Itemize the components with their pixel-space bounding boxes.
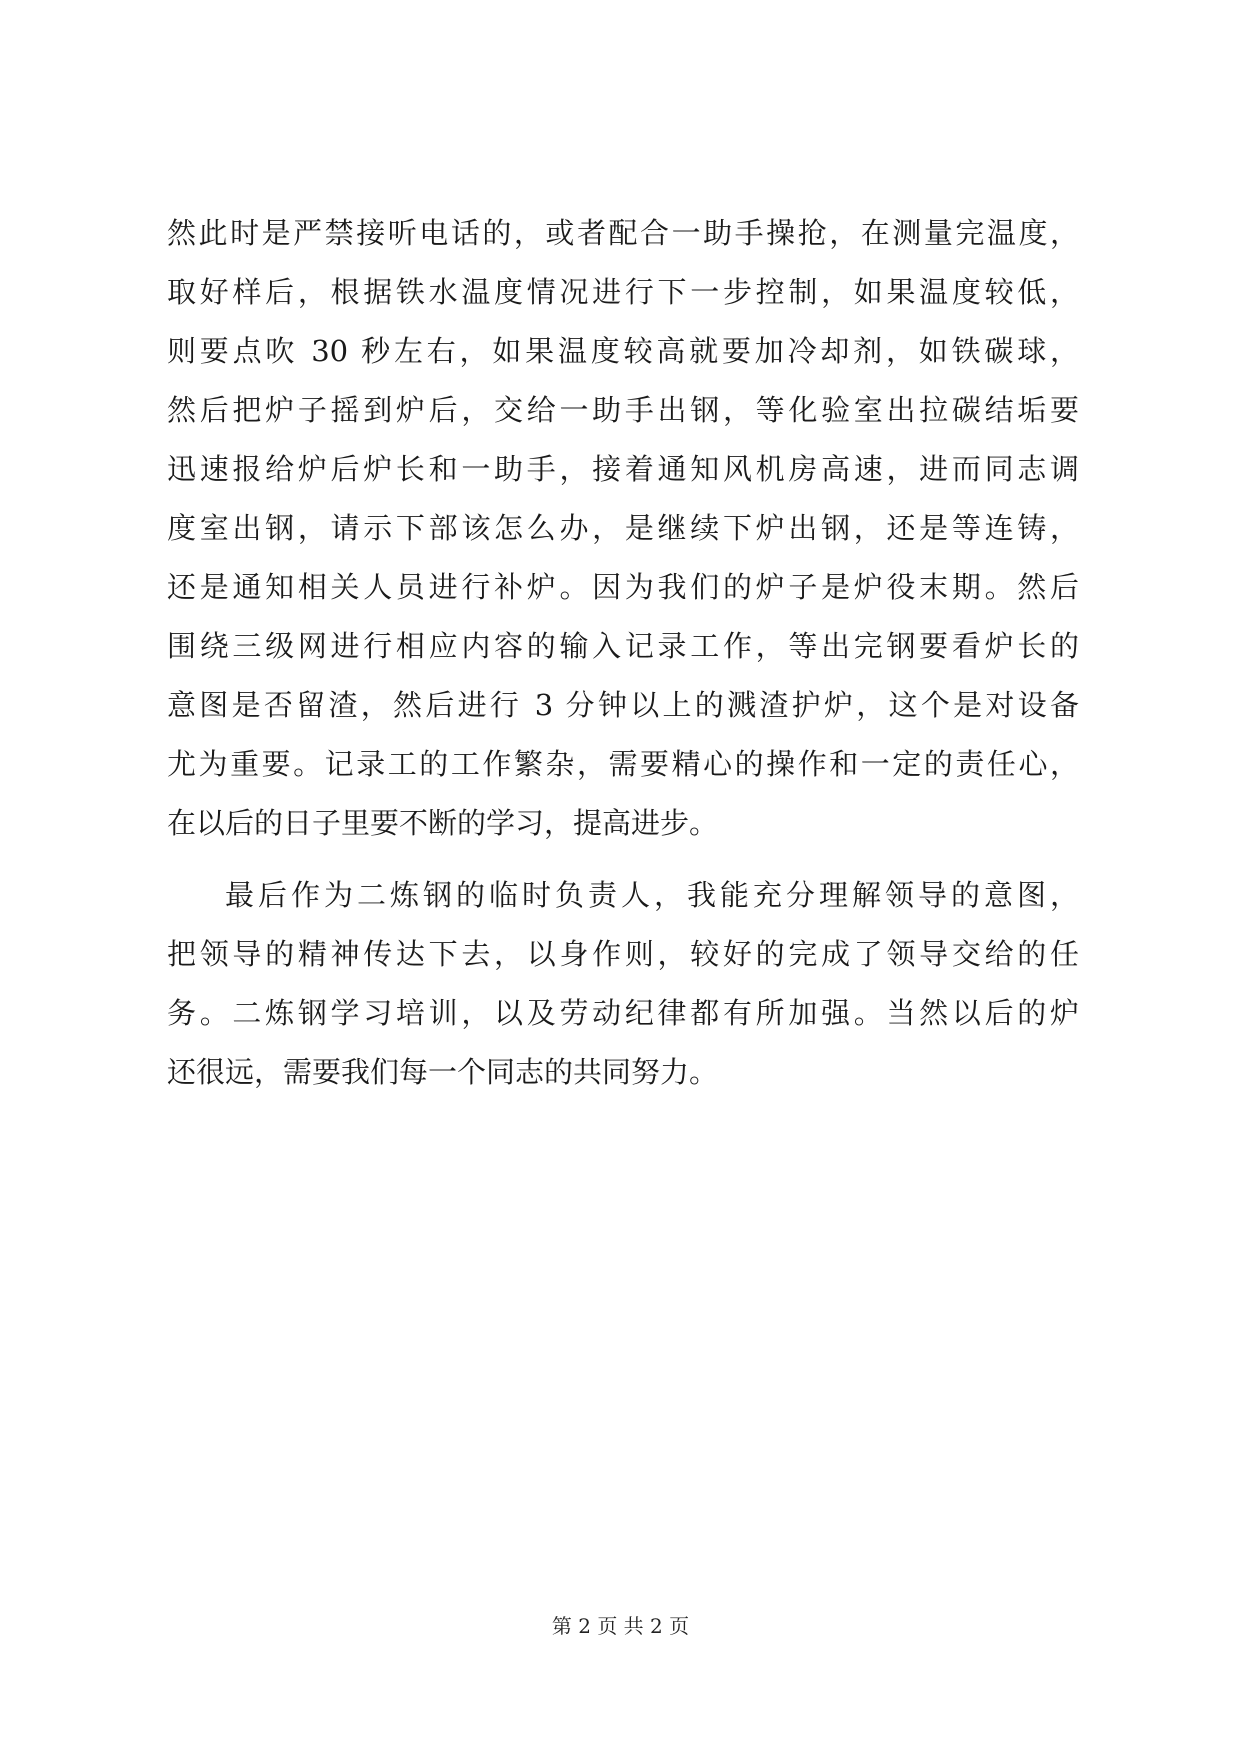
text-line: 在以后的日子里要不断的学习，提高进步。 — [167, 806, 719, 840]
page-number-footer: 第 2 页 共 2 页 — [551, 1614, 690, 1638]
text-line: 把领导的精神传达下去，以身作则，较好的完成了领导交给的任 — [167, 937, 1079, 971]
paragraph-1 — [167, 204, 1079, 853]
text-line: 务。二炼钢学习培训，以及劳动纪律都有所加强。当然以后的炉 — [167, 996, 1079, 1030]
text-line: 度室出钢，请示下部该怎么办，是继续下炉出钢，还是等连铸， — [167, 511, 1079, 545]
text-line: 还是通知相关人员进行补炉。因为我们的炉子是炉役末期。然后 — [167, 570, 1079, 604]
text-line: 还很远，需要我们每一个同志的共同努力。 — [167, 1055, 719, 1089]
paragraph-2 — [167, 866, 1079, 1102]
text-line: 围绕三级网进行相应内容的输入记录工作，等出完钢要看炉长的 — [167, 629, 1079, 663]
body-text — [167, 204, 1079, 1102]
text-line: 最后作为二炼钢的临时负责人，我能充分理解领导的意图， — [225, 878, 1079, 912]
text-line: 尤为重要。记录工的工作繁杂，需要精心的操作和一定的责任心， — [167, 747, 1079, 781]
text-line: 则要点吹 30 秒左右，如果温度较高就要加冷却剂，如铁碳球， — [167, 334, 1079, 368]
text-line: 然后把炉子摇到炉后，交给一助手出钢，等化验室出拉碳结垢要 — [167, 393, 1079, 427]
text-line: 迅速报给炉后炉长和一助手，接着通知风机房高速，进而同志调 — [167, 452, 1079, 486]
text-line: 然此时是严禁接听电话的，或者配合一助手操抢，在测量完温度， — [167, 216, 1079, 250]
text-line: 意图是否留渣，然后进行 3 分钟以上的溅渣护炉，这个是对设备 — [167, 688, 1079, 722]
text-line: 取好样后，根据铁水温度情况进行下一步控制，如果温度较低， — [167, 275, 1079, 309]
